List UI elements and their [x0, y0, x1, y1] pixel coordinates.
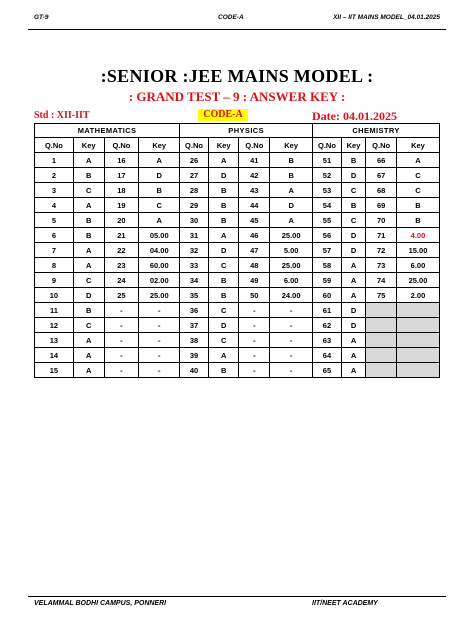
answer-key-cell: C — [73, 183, 104, 198]
question-number-cell: 2 — [35, 168, 74, 183]
question-number-cell: 36 — [180, 303, 209, 318]
question-number-cell: 7 — [35, 243, 74, 258]
question-number-cell: 55 — [313, 213, 342, 228]
question-number-cell: 42 — [239, 168, 270, 183]
question-number-cell: 66 — [366, 153, 397, 168]
question-number-cell: 59 — [313, 273, 342, 288]
answer-key-cell: 05.00 — [139, 228, 180, 243]
question-number-cell: 64 — [313, 348, 342, 363]
question-number-cell: 23 — [104, 258, 139, 273]
answer-key-cell: D — [73, 288, 104, 303]
answer-key-cell: A — [73, 153, 104, 168]
answer-key-cell: C — [139, 198, 180, 213]
section-chemistry: CHEMISTRY — [313, 124, 440, 138]
question-number-cell: 25 — [104, 288, 139, 303]
page-title: :SENIOR :JEE MAINS MODEL : — [100, 66, 374, 86]
code-label: CODE-A — [198, 109, 248, 121]
question-number-cell: 50 — [239, 288, 270, 303]
question-number-cell: 41 — [239, 153, 270, 168]
question-number-cell: 30 — [180, 213, 209, 228]
question-number-cell: 31 — [180, 228, 209, 243]
question-number-cell: 75 — [366, 288, 397, 303]
question-number-cell — [366, 363, 397, 378]
page-header — [28, 14, 446, 26]
table-row — [35, 153, 440, 168]
col-key: Key — [270, 138, 313, 153]
col-qno: Q.No — [35, 138, 74, 153]
question-number-cell: 38 — [180, 333, 209, 348]
question-number-cell: 33 — [180, 258, 209, 273]
col-qno: Q.No — [239, 138, 270, 153]
answer-key-cell: B — [208, 198, 239, 213]
answer-key-cell: A — [208, 153, 239, 168]
answer-key-cell: A — [341, 258, 366, 273]
question-number-cell: 63 — [313, 333, 342, 348]
answer-key-cell: B — [396, 198, 439, 213]
question-number-cell: 8 — [35, 258, 74, 273]
question-number-cell: 5 — [35, 213, 74, 228]
answer-key-cell: B — [73, 303, 104, 318]
question-number-cell: 67 — [366, 168, 397, 183]
question-number-cell: 20 — [104, 213, 139, 228]
question-number-cell: 65 — [313, 363, 342, 378]
answer-key-cell: - — [139, 318, 180, 333]
question-number-cell: 34 — [180, 273, 209, 288]
table-row — [35, 318, 440, 333]
question-number-cell: 3 — [35, 183, 74, 198]
answer-key-cell: B — [73, 213, 104, 228]
section-physics: PHYSICS — [180, 124, 313, 138]
answer-key-cell: - — [270, 318, 313, 333]
question-number-cell: - — [104, 303, 139, 318]
question-number-cell: - — [239, 318, 270, 333]
answer-key-cell: C — [396, 168, 439, 183]
page-footer — [34, 600, 440, 612]
question-number-cell: - — [104, 333, 139, 348]
footer-divider — [28, 596, 446, 597]
question-number-cell: 54 — [313, 198, 342, 213]
col-qno: Q.No — [180, 138, 209, 153]
answer-key-cell: - — [270, 303, 313, 318]
question-number-cell: 16 — [104, 153, 139, 168]
answer-key-cell: B — [208, 183, 239, 198]
question-number-cell: - — [104, 363, 139, 378]
answer-key-cell: C — [341, 183, 366, 198]
answer-key-cell: D — [270, 198, 313, 213]
question-number-cell — [366, 333, 397, 348]
table-row — [35, 303, 440, 318]
answer-key-cell: - — [139, 348, 180, 363]
question-number-cell: 56 — [313, 228, 342, 243]
answer-key-cell: B — [396, 213, 439, 228]
section-mathematics: MATHEMATICS — [35, 124, 180, 138]
question-number-cell: 15 — [35, 363, 74, 378]
question-number-cell: 17 — [104, 168, 139, 183]
question-number-cell: 40 — [180, 363, 209, 378]
answer-key-cell: 4.00 — [396, 228, 439, 243]
question-number-cell: 46 — [239, 228, 270, 243]
table-row — [35, 168, 440, 183]
answer-key-cell: - — [270, 348, 313, 363]
col-qno: Q.No — [313, 138, 342, 153]
answer-key-cell: 2.00 — [396, 288, 439, 303]
answer-key-cell: 15.00 — [396, 243, 439, 258]
answer-key-cell: 6.00 — [396, 258, 439, 273]
answer-key-cell: A — [341, 273, 366, 288]
question-number-cell: 24 — [104, 273, 139, 288]
answer-key-cell: C — [73, 273, 104, 288]
table-row — [35, 228, 440, 243]
table-row — [35, 348, 440, 363]
answer-key-table — [34, 123, 440, 378]
answer-key-cell: D — [139, 168, 180, 183]
answer-key-cell: D — [341, 228, 366, 243]
question-number-cell: 47 — [239, 243, 270, 258]
page-subtitle: : GRAND TEST – 9 : ANSWER KEY : — [128, 89, 346, 104]
table-row — [35, 288, 440, 303]
question-number-cell: 10 — [35, 288, 74, 303]
answer-key-cell: A — [139, 213, 180, 228]
answer-key-cell: 24.00 — [270, 288, 313, 303]
question-number-cell — [366, 318, 397, 333]
answer-key-cell: A — [73, 243, 104, 258]
question-number-cell: 61 — [313, 303, 342, 318]
col-key: Key — [341, 138, 366, 153]
answer-key-cell: 25.00 — [139, 288, 180, 303]
question-number-cell: - — [104, 348, 139, 363]
question-number-cell: 11 — [35, 303, 74, 318]
answer-key-cell — [396, 303, 439, 318]
answer-key-cell: B — [341, 198, 366, 213]
question-number-cell: 52 — [313, 168, 342, 183]
footer-right: IIT/NEET ACADEMY — [312, 600, 378, 607]
question-number-cell: 21 — [104, 228, 139, 243]
question-number-cell: - — [239, 303, 270, 318]
col-qno: Q.No — [366, 138, 397, 153]
answer-key-cell: 60.00 — [139, 258, 180, 273]
answer-key-cell: D — [341, 303, 366, 318]
answer-key-cell: A — [396, 153, 439, 168]
answer-key-cell: 02.00 — [139, 273, 180, 288]
question-number-cell: 74 — [366, 273, 397, 288]
question-number-cell: 35 — [180, 288, 209, 303]
answer-key-cell: 04.00 — [139, 243, 180, 258]
question-number-cell: 53 — [313, 183, 342, 198]
question-number-cell: 26 — [180, 153, 209, 168]
question-number-cell: 70 — [366, 213, 397, 228]
question-number-cell: 43 — [239, 183, 270, 198]
question-number-cell: 4 — [35, 198, 74, 213]
question-number-cell: 72 — [366, 243, 397, 258]
answer-key-cell: 5.00 — [270, 243, 313, 258]
question-number-cell: 39 — [180, 348, 209, 363]
answer-key-cell: A — [73, 333, 104, 348]
answer-key-cell: B — [208, 213, 239, 228]
footer-left: VELAMMAL BODHI CAMPUS, PONNERI — [34, 600, 167, 607]
table-row — [35, 183, 440, 198]
table-row — [35, 363, 440, 378]
answer-key-cell: A — [73, 348, 104, 363]
question-number-cell: - — [239, 333, 270, 348]
question-number-cell: 60 — [313, 288, 342, 303]
answer-key-cell: 6.00 — [270, 273, 313, 288]
answer-key-cell: A — [73, 198, 104, 213]
answer-key-cell: A — [139, 153, 180, 168]
answer-key-cell: D — [341, 168, 366, 183]
answer-key-cell: B — [73, 228, 104, 243]
col-key: Key — [208, 138, 239, 153]
question-number-cell: 32 — [180, 243, 209, 258]
question-number-cell: 29 — [180, 198, 209, 213]
date-label: Date: 04.01.2025 — [312, 109, 397, 123]
answer-key-cell — [396, 348, 439, 363]
answer-key-cell: C — [208, 333, 239, 348]
answer-key-cell: C — [396, 183, 439, 198]
std-label: Std : XII-IIT — [34, 110, 90, 121]
question-number-cell: 22 — [104, 243, 139, 258]
question-number-cell — [366, 303, 397, 318]
question-number-cell: - — [239, 363, 270, 378]
answer-key-cell: B — [270, 168, 313, 183]
header-divider — [28, 29, 446, 30]
question-number-cell: 73 — [366, 258, 397, 273]
answer-key-cell: D — [341, 243, 366, 258]
col-key: Key — [73, 138, 104, 153]
question-number-cell: 9 — [35, 273, 74, 288]
table-row — [35, 198, 440, 213]
question-number-cell: 37 — [180, 318, 209, 333]
answer-key-cell — [396, 363, 439, 378]
answer-key-cell: C — [208, 303, 239, 318]
answer-key-cell: - — [139, 363, 180, 378]
header-right: XII – IIT MAINS MODEL_04.01.2025 — [333, 14, 440, 21]
answer-key-cell — [396, 318, 439, 333]
answer-key-cell: A — [208, 228, 239, 243]
answer-key-cell: A — [270, 213, 313, 228]
answer-key-cell: - — [270, 333, 313, 348]
question-number-cell: 13 — [35, 333, 74, 348]
question-number-cell — [366, 348, 397, 363]
answer-key-cell: 25.00 — [270, 228, 313, 243]
question-number-cell: 51 — [313, 153, 342, 168]
answer-key-cell: B — [73, 168, 104, 183]
answer-key-cell: D — [208, 168, 239, 183]
answer-key-cell: A — [270, 183, 313, 198]
answer-key-cell: D — [208, 243, 239, 258]
table-row — [35, 213, 440, 228]
question-number-cell: 45 — [239, 213, 270, 228]
question-number-cell: 27 — [180, 168, 209, 183]
header-left: GT-9 — [34, 14, 49, 21]
col-key: Key — [396, 138, 439, 153]
answer-key-cell: D — [341, 318, 366, 333]
answer-key-cell: - — [139, 333, 180, 348]
question-number-cell: 44 — [239, 198, 270, 213]
answer-key-cell: B — [341, 153, 366, 168]
question-number-cell: 69 — [366, 198, 397, 213]
answer-key-cell: A — [73, 363, 104, 378]
question-number-cell: 48 — [239, 258, 270, 273]
column-header-row — [35, 138, 440, 153]
answer-key-cell: A — [341, 348, 366, 363]
table-row — [35, 243, 440, 258]
answer-key-cell: 25.00 — [396, 273, 439, 288]
answer-key-cell: B — [208, 363, 239, 378]
question-number-cell: 68 — [366, 183, 397, 198]
answer-key-cell: A — [341, 363, 366, 378]
answer-key-cell: - — [139, 303, 180, 318]
answer-key-cell: A — [341, 333, 366, 348]
answer-key-cell: C — [73, 318, 104, 333]
question-number-cell: 14 — [35, 348, 74, 363]
question-number-cell: 62 — [313, 318, 342, 333]
col-qno: Q.No — [104, 138, 139, 153]
question-number-cell: 1 — [35, 153, 74, 168]
answer-key-cell — [396, 333, 439, 348]
question-number-cell: 19 — [104, 198, 139, 213]
table-row — [35, 258, 440, 273]
table-row — [35, 273, 440, 288]
question-number-cell: - — [239, 348, 270, 363]
question-number-cell: - — [104, 318, 139, 333]
answer-key-cell: C — [341, 213, 366, 228]
answer-key-cell: B — [139, 183, 180, 198]
answer-key-cell: B — [208, 288, 239, 303]
answer-key-cell: D — [208, 318, 239, 333]
answer-key-cell: - — [270, 363, 313, 378]
question-number-cell: 12 — [35, 318, 74, 333]
col-key: Key — [139, 138, 180, 153]
question-number-cell: 57 — [313, 243, 342, 258]
section-header-row — [35, 124, 440, 138]
answer-key-cell: 25.00 — [270, 258, 313, 273]
question-number-cell: 71 — [366, 228, 397, 243]
question-number-cell: 6 — [35, 228, 74, 243]
answer-key-cell: A — [208, 348, 239, 363]
question-number-cell: 58 — [313, 258, 342, 273]
table-row — [35, 333, 440, 348]
question-number-cell: 18 — [104, 183, 139, 198]
question-number-cell: 49 — [239, 273, 270, 288]
header-center: CODE-A — [218, 14, 244, 21]
question-number-cell: 28 — [180, 183, 209, 198]
answer-key-cell: B — [208, 273, 239, 288]
answer-key-cell: C — [208, 258, 239, 273]
answer-key-cell: B — [270, 153, 313, 168]
answer-key-cell: A — [341, 288, 366, 303]
answer-key-cell: A — [73, 258, 104, 273]
